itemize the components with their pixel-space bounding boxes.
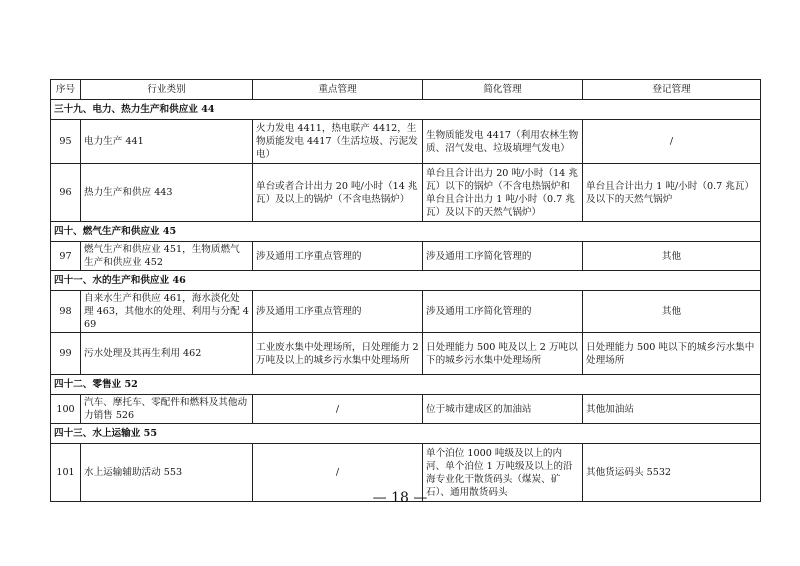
simplified-management-cell: 生物质能发电 4417（利用农林生物质、沼气发电、垃圾填埋气发电） xyxy=(423,120,583,164)
registration-management-cell: 其他加油站 xyxy=(583,395,761,424)
simplified-management-cell: 位于城市建成区的加油站 xyxy=(423,395,583,424)
permit-table-page xyxy=(50,79,760,502)
section-row xyxy=(51,100,761,120)
section-title: 四十二、零售业 52 xyxy=(51,375,761,395)
industry-cell: 热力生产和供应 443 xyxy=(81,164,253,222)
table-row xyxy=(51,164,761,222)
table-row xyxy=(51,291,761,333)
header-key-management: 重点管理 xyxy=(253,80,423,100)
table-row xyxy=(51,120,761,164)
simplified-management-cell: 日处理能力 500 吨及以上 2 万吨以下的城乡污水集中处理场所 xyxy=(423,333,583,375)
row-number: 100 xyxy=(51,395,81,424)
table-header-row xyxy=(51,80,761,100)
table-row xyxy=(51,395,761,424)
registration-management-cell: 其他 xyxy=(583,242,761,271)
industry-cell: 电力生产 441 xyxy=(81,120,253,164)
section-title: 四十一、水的生产和供应业 46 xyxy=(51,271,761,291)
industry-cell: 燃气生产和供应业 451，生物质燃气生产和供应业 452 xyxy=(81,242,253,271)
industry-cell: 污水处理及其再生利用 462 xyxy=(81,333,253,375)
table-row xyxy=(51,333,761,375)
section-title: 三十九、电力、热力生产和供应业 44 xyxy=(51,100,761,120)
section-row xyxy=(51,375,761,395)
simplified-management-cell: 涉及通用工序简化管理的 xyxy=(423,242,583,271)
key-management-cell: 涉及通用工序重点管理的 xyxy=(253,242,423,271)
key-management-cell: / xyxy=(253,444,423,502)
simplified-management-cell: 单台且合计出力 20 吨/小时（14 兆瓦）以下的锅炉（不含电热锅炉和单台且合计出力 1 吨/小时（0.7 兆瓦）及以下的天然气锅炉） xyxy=(423,164,583,222)
key-management-cell: / xyxy=(253,395,423,424)
page-number: — 18 — xyxy=(372,490,428,506)
row-number: 95 xyxy=(51,120,81,164)
section-title: 四十三、水上运输业 55 xyxy=(51,424,761,444)
simplified-management-cell: 单个泊位 1000 吨级及以上的内河、单个泊位 1 万吨级及以上的沿海专业化干散货码头（煤炭、矿石）、通用散货码头 xyxy=(423,444,583,502)
row-number: 96 xyxy=(51,164,81,222)
registration-management-cell: 日处理能力 500 吨以下的城乡污水集中处理场所 xyxy=(583,333,761,375)
industry-cell: 水上运输辅助活动 553 xyxy=(81,444,253,502)
permit-management-table xyxy=(50,79,761,502)
section-row xyxy=(51,271,761,291)
section-title: 四十、燃气生产和供应业 45 xyxy=(51,222,761,242)
simplified-management-cell: 涉及通用工序简化管理的 xyxy=(423,291,583,333)
header-simplified-management: 简化管理 xyxy=(423,80,583,100)
section-row xyxy=(51,424,761,444)
key-management-cell: 单台或者合计出力 20 吨/小时（14 兆瓦）及以上的锅炉（不含电热锅炉） xyxy=(253,164,423,222)
registration-management-cell: / xyxy=(583,120,761,164)
industry-cell: 自来水生产和供应 461，海水淡化处理 463，其他水的处理、利用与分配 469 xyxy=(81,291,253,333)
row-number: 99 xyxy=(51,333,81,375)
registration-management-cell: 其他 xyxy=(583,291,761,333)
header-no: 序号 xyxy=(51,80,81,100)
row-number: 97 xyxy=(51,242,81,271)
row-number: 98 xyxy=(51,291,81,333)
row-number: 101 xyxy=(51,444,81,502)
table-row xyxy=(51,242,761,271)
section-row xyxy=(51,222,761,242)
key-management-cell: 工业废水集中处理场所，日处理能力 2 万吨及以上的城乡污水集中处理场所 xyxy=(253,333,423,375)
header-industry: 行业类别 xyxy=(81,80,253,100)
industry-cell: 汽车、摩托车、零配件和燃料及其他动力销售 526 xyxy=(81,395,253,424)
registration-management-cell: 其他货运码头 5532 xyxy=(583,444,761,502)
registration-management-cell: 单台且合计出力 1 吨/小时（0.7 兆瓦）及以下的天然气锅炉 xyxy=(583,164,761,222)
header-registration-management: 登记管理 xyxy=(583,80,761,100)
key-management-cell: 火力发电 4411，热电联产 4412，生物质能发电 4417（生活垃圾、污泥发电） xyxy=(253,120,423,164)
key-management-cell: 涉及通用工序重点管理的 xyxy=(253,291,423,333)
